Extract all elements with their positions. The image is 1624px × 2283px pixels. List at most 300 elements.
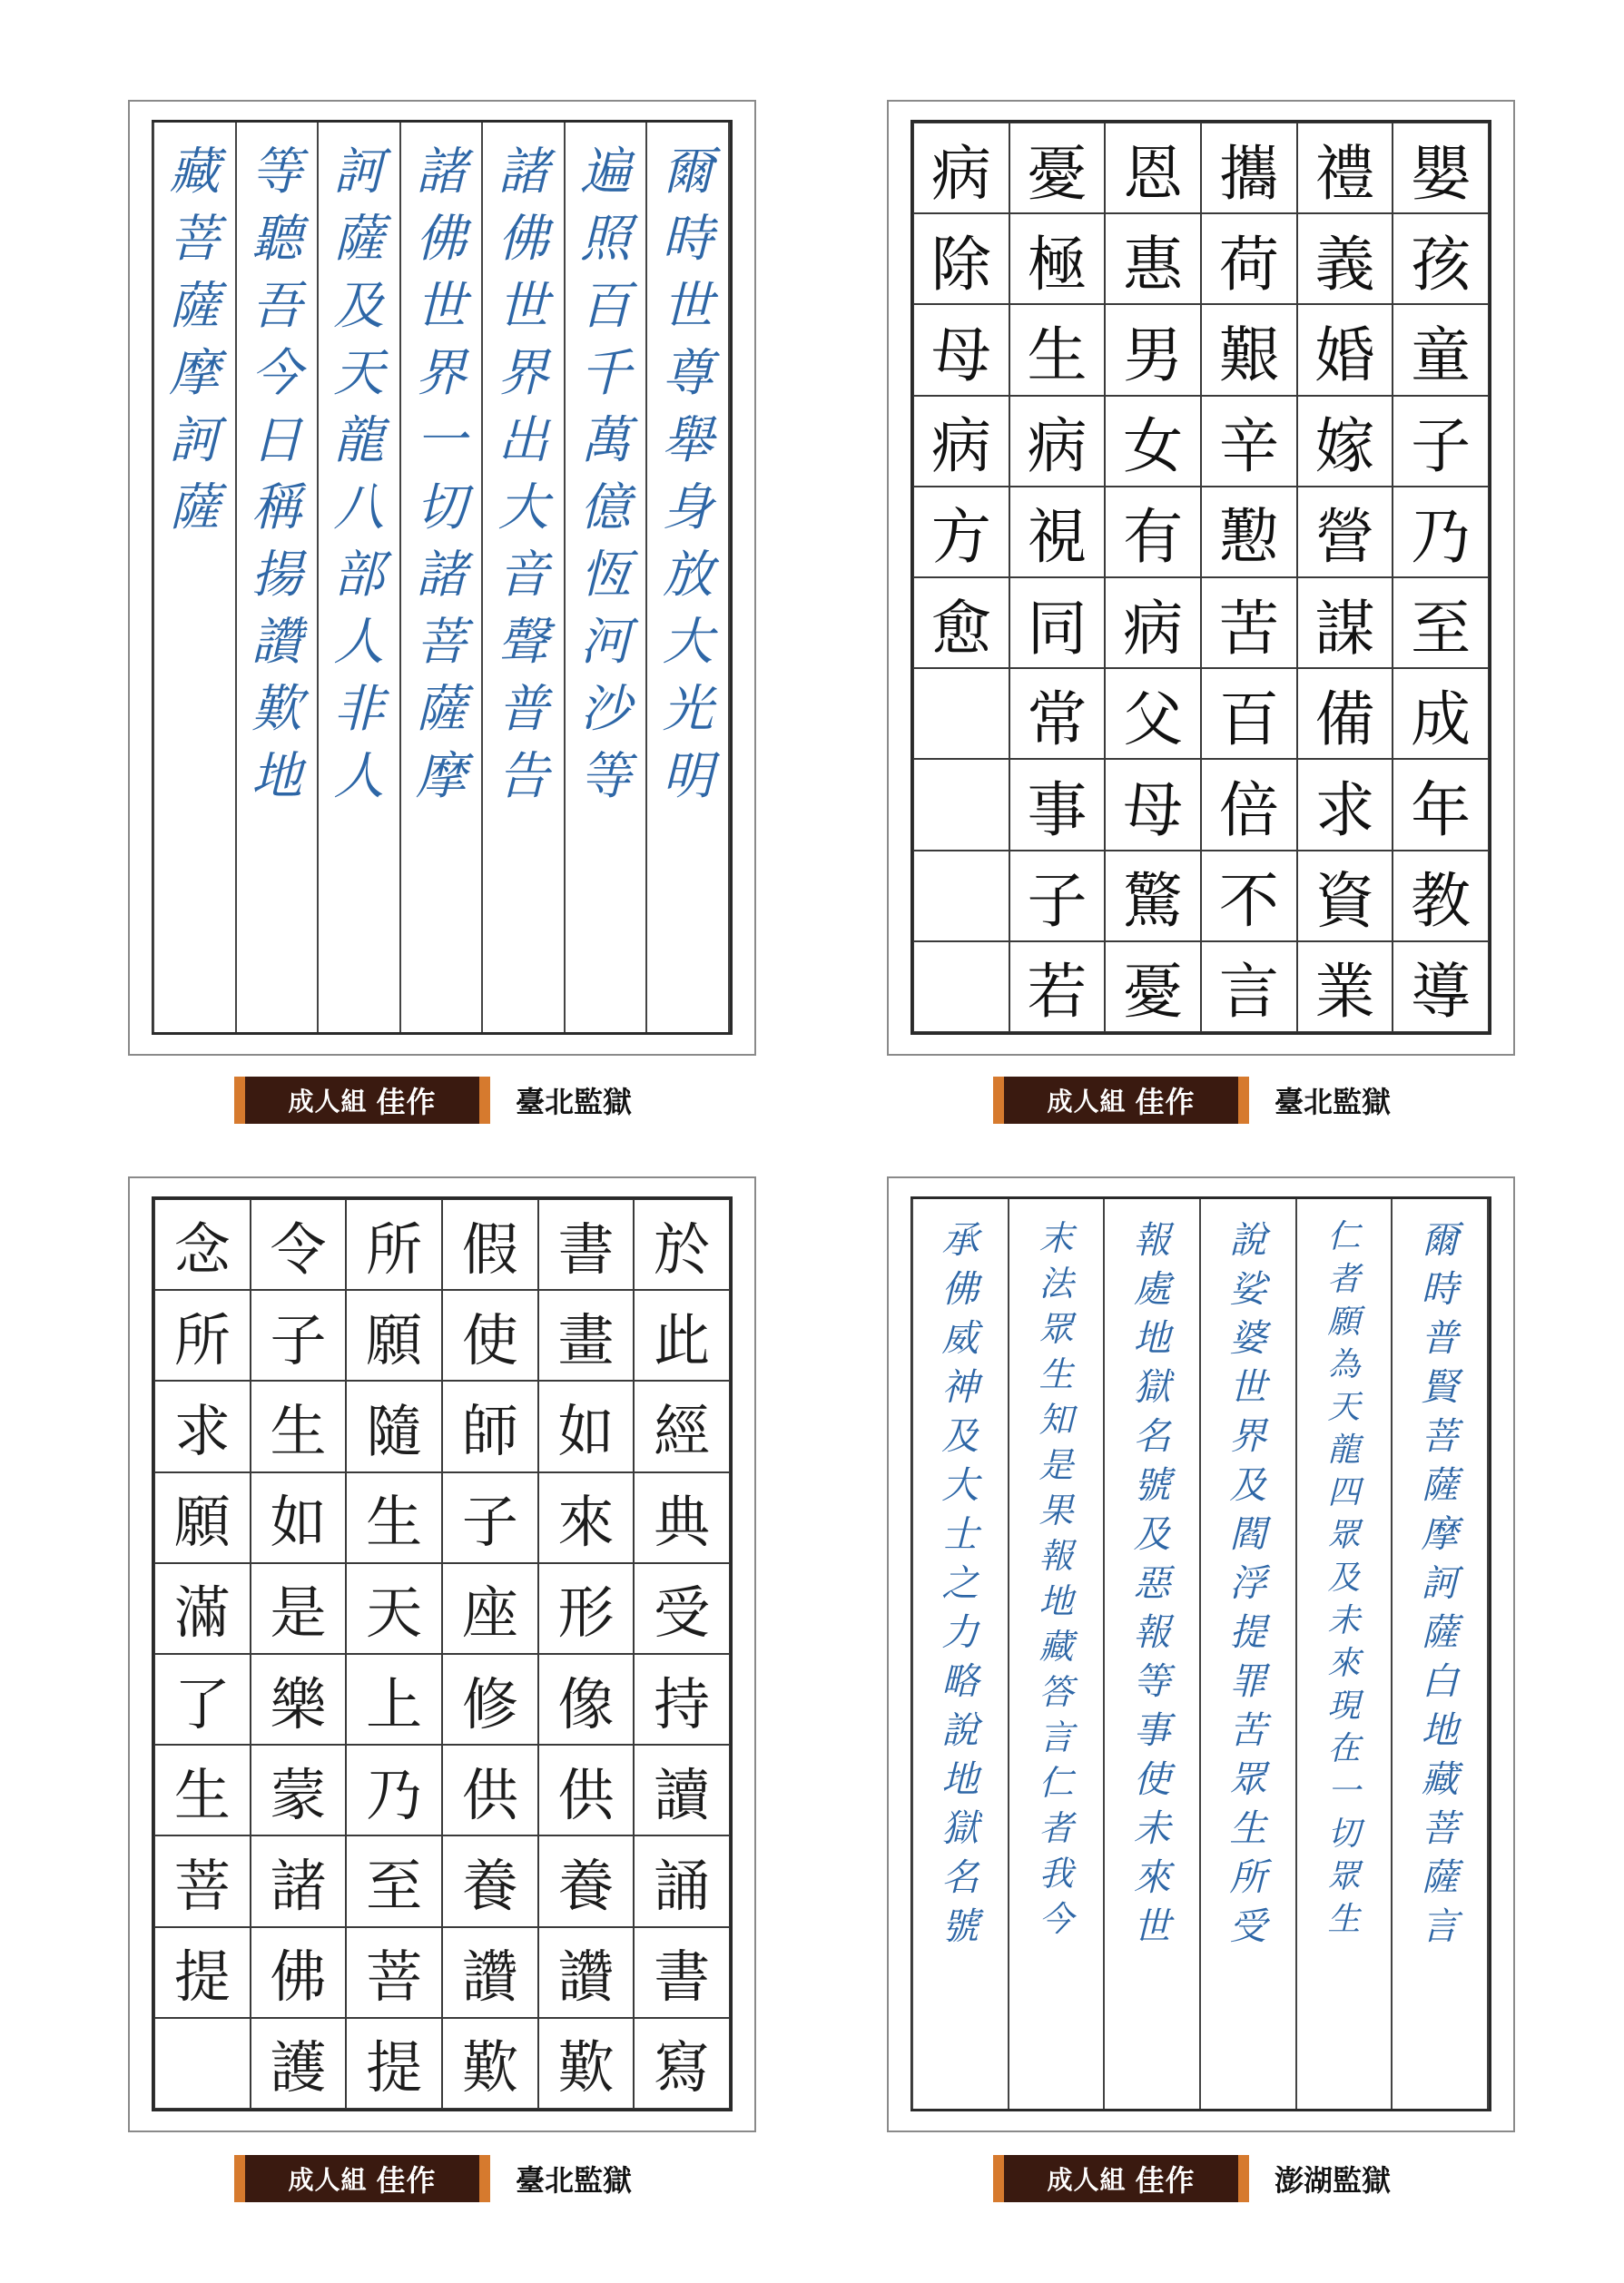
- grid-cell: 有: [1105, 487, 1201, 577]
- award-label: 佳作: [1135, 1085, 1196, 1119]
- handwritten-character: 尊: [662, 344, 714, 403]
- handwritten-character: 所: [1229, 1855, 1267, 1899]
- handwritten-character: 切: [1327, 1816, 1361, 1853]
- grid-cell: 子: [1393, 396, 1489, 487]
- handwritten-character: 等: [251, 143, 302, 202]
- handwritten-character: 大: [662, 613, 714, 672]
- handwritten-character: 世: [662, 277, 714, 336]
- handwritten-character: 大: [497, 478, 549, 537]
- handwritten-character: 號: [1133, 1463, 1171, 1507]
- handwritten-character: 今: [1038, 1899, 1074, 1939]
- grid-cell: 子: [1009, 851, 1106, 941]
- handwritten-character: 佛: [415, 210, 467, 269]
- group-label: 成人組: [288, 1087, 368, 1117]
- handwritten-character: 末: [1038, 1218, 1074, 1258]
- text-column: [645, 123, 730, 1032]
- grid-cell: 養: [442, 1835, 538, 1926]
- handwritten-character: 出: [497, 411, 549, 470]
- handwritten-character: 菩: [1421, 1806, 1459, 1850]
- group-label: 成人組: [1047, 1087, 1127, 1117]
- grid-cell: 願: [346, 1290, 442, 1381]
- handwritten-character: 藏: [169, 143, 221, 202]
- handwritten-character: 等: [580, 747, 632, 806]
- handwritten-character: 為: [1327, 1346, 1361, 1383]
- handwritten-character: 一: [415, 411, 467, 470]
- handwritten-character: 婆: [1229, 1316, 1267, 1360]
- handwritten-character: 地: [941, 1757, 979, 1801]
- handwritten-character: 人: [333, 613, 385, 672]
- grid-cell: 生: [154, 1745, 251, 1835]
- handwritten-character: 薩: [169, 277, 221, 336]
- handwritten-character: 藏: [1421, 1757, 1459, 1801]
- handwritten-character: 恆: [580, 546, 632, 605]
- handwritten-character: 報: [1038, 1536, 1074, 1576]
- grid-cell: 生: [1009, 304, 1106, 395]
- award-badge: [234, 1077, 490, 1124]
- handwritten-character: 答: [1038, 1672, 1074, 1712]
- grid-cell: 不: [1201, 851, 1297, 941]
- handwritten-character: 我: [1038, 1854, 1074, 1894]
- handwritten-character: 諸: [415, 143, 467, 202]
- handwritten-character: 龍: [1327, 1432, 1361, 1469]
- handwritten-character: 名: [1133, 1414, 1171, 1458]
- grid-cell: 師: [442, 1381, 538, 1471]
- grid-cell: [913, 759, 1009, 850]
- handwritten-character: 獄: [1133, 1365, 1171, 1409]
- handwritten-character: 地: [1133, 1316, 1171, 1360]
- handwritten-character: 薩: [415, 680, 467, 739]
- grid-cell: 母: [1105, 759, 1201, 850]
- lined-sheet: [152, 120, 733, 1035]
- handwritten-character: 四: [1327, 1474, 1361, 1511]
- handwritten-character: 來: [1133, 1855, 1171, 1899]
- grid-cell: 歎: [538, 2018, 635, 2109]
- handwritten-character: 歎: [251, 680, 302, 739]
- handwritten-character: 世: [1133, 1904, 1171, 1948]
- text-column: [399, 123, 484, 1032]
- handwritten-character: 略: [941, 1659, 979, 1703]
- grid-cell: [913, 668, 1009, 759]
- handwritten-character: 事: [1133, 1708, 1171, 1752]
- grid-cell: 憂: [1105, 941, 1201, 1032]
- handwritten-character: 大: [941, 1463, 979, 1507]
- text-column: [317, 123, 401, 1032]
- handwritten-character: 報: [1133, 1218, 1171, 1262]
- grid-cell: 誦: [634, 1835, 730, 1926]
- grid-cell: 極: [1009, 213, 1106, 304]
- handwritten-character: 音: [497, 546, 549, 605]
- handwritten-character: 訶: [1421, 1561, 1459, 1605]
- grid-cell: 天: [346, 1563, 442, 1654]
- handwritten-character: 爾: [662, 143, 714, 202]
- grid-cell: 生: [251, 1381, 347, 1471]
- grid-cell: 歎: [442, 2018, 538, 2109]
- handwritten-character: 百: [580, 277, 632, 336]
- handwritten-character: 承: [941, 1218, 979, 1262]
- handwritten-character: 娑: [1229, 1267, 1267, 1311]
- handwritten-character: 未: [1133, 1806, 1171, 1850]
- grid-cell: 生: [346, 1472, 442, 1563]
- grid-cell: 嫁: [1297, 396, 1393, 487]
- handwritten-character: 菩: [169, 210, 221, 269]
- grid-cell: 資: [1297, 851, 1393, 941]
- handwritten-character: 地: [1038, 1581, 1074, 1621]
- handwritten-character: 未: [1327, 1602, 1361, 1639]
- grid-cell: 如: [251, 1472, 347, 1563]
- grid-cell: 婚: [1297, 304, 1393, 395]
- handwritten-character: 人: [333, 747, 385, 806]
- grid-cell: 滿: [154, 1563, 251, 1654]
- grid-cell: 除: [913, 213, 1009, 304]
- grid-cell: 視: [1009, 487, 1106, 577]
- grid-cell: 修: [442, 1654, 538, 1745]
- grid-cell: 提: [346, 2018, 442, 2109]
- grid-cell: 導: [1393, 941, 1489, 1032]
- handwritten-character: 閻: [1229, 1512, 1267, 1556]
- grid-cell: 營: [1297, 487, 1393, 577]
- handwritten-character: 界: [1229, 1414, 1267, 1458]
- handwritten-character: 等: [1133, 1659, 1171, 1703]
- grid-cell: 苦: [1201, 577, 1297, 668]
- handwritten-character: 舉: [662, 411, 714, 470]
- handwritten-character: 世: [415, 277, 467, 336]
- place-label: 臺北監獄: [516, 2163, 633, 2198]
- handwritten-character: 之: [941, 1561, 979, 1605]
- grid-cell: 像: [538, 1654, 635, 1745]
- grid-cell: 乃: [346, 1745, 442, 1835]
- grid-cell: 使: [442, 1290, 538, 1381]
- handwritten-character: 天: [333, 344, 385, 403]
- handwritten-character: 讚: [251, 613, 302, 672]
- handwritten-character: 罪: [1229, 1659, 1267, 1703]
- grid-cell: 倍: [1201, 759, 1297, 850]
- grid-cell: 提: [154, 1927, 251, 2018]
- handwritten-character: 苦: [1229, 1708, 1267, 1752]
- handwritten-character: 言: [1421, 1904, 1459, 1948]
- grid-cell: 上: [346, 1654, 442, 1745]
- text-column: [1199, 1199, 1297, 2109]
- grid-cell: 書: [634, 1927, 730, 2018]
- handwritten-character: 地: [251, 747, 302, 806]
- handwritten-character: 億: [580, 478, 632, 537]
- grid-cell: 母: [913, 304, 1009, 395]
- handwritten-character: 神: [941, 1365, 979, 1409]
- handwritten-character: 摩: [169, 344, 221, 403]
- handwritten-character: 在: [1327, 1730, 1361, 1767]
- grid-cell: 備: [1297, 668, 1393, 759]
- text-column: [153, 123, 237, 1032]
- text-column: [481, 123, 566, 1032]
- handwritten-character: 諸: [497, 143, 549, 202]
- handwritten-character: 薩: [333, 210, 385, 269]
- text-column: [1103, 1199, 1201, 2109]
- text-column: [911, 1199, 1009, 2109]
- grid-cell: 童: [1393, 304, 1489, 395]
- handwritten-character: 來: [1327, 1645, 1361, 1682]
- handwritten-character: 吾: [251, 277, 302, 336]
- handwritten-character: 惡: [1133, 1561, 1171, 1605]
- handwritten-character: 界: [415, 344, 467, 403]
- grid-cell: 病: [913, 123, 1009, 213]
- handwritten-character: 賢: [1421, 1365, 1459, 1409]
- award-label: 佳作: [376, 1085, 437, 1119]
- grid-cell: 諸: [251, 1835, 347, 1926]
- handwritten-character: 今: [251, 344, 302, 403]
- grid-cell: 養: [538, 1835, 635, 1926]
- artwork-panel-4: [887, 1176, 1515, 2132]
- grid-cell: 書: [538, 1199, 635, 1290]
- handwritten-character: 天: [1327, 1389, 1361, 1426]
- text-column: [564, 123, 648, 1032]
- handwritten-character: 獄: [941, 1806, 979, 1850]
- character-grid: [152, 1196, 733, 2111]
- grid-cell: 若: [1009, 941, 1106, 1032]
- handwritten-character: 及: [941, 1414, 979, 1458]
- grid-cell: 形: [538, 1563, 635, 1654]
- text-column: [1295, 1199, 1393, 2109]
- handwritten-character: 眾: [1327, 1858, 1361, 1895]
- handwritten-character: 言: [1038, 1717, 1074, 1757]
- grid-cell: 令: [251, 1199, 347, 1290]
- handwritten-character: 受: [1229, 1904, 1267, 1948]
- grid-cell: 持: [634, 1654, 730, 1745]
- handwritten-character: 薩: [1421, 1610, 1459, 1654]
- handwritten-character: 眾: [1038, 1309, 1074, 1349]
- grid-cell: 嬰: [1393, 123, 1489, 213]
- handwritten-character: 報: [1133, 1610, 1171, 1654]
- handwritten-character: 一: [1327, 1773, 1361, 1810]
- handwritten-character: 界: [497, 344, 549, 403]
- grid-cell: 子: [251, 1290, 347, 1381]
- handwritten-character: 身: [662, 478, 714, 537]
- grid-cell: 供: [442, 1745, 538, 1835]
- grid-cell: 謀: [1297, 577, 1393, 668]
- handwritten-character: 眾: [1327, 1517, 1361, 1554]
- grid-cell: 孩: [1393, 213, 1489, 304]
- grid-cell: 子: [442, 1472, 538, 1563]
- grid-cell: 驚: [1105, 851, 1201, 941]
- grid-cell: 受: [634, 1563, 730, 1654]
- grid-cell: 病: [913, 396, 1009, 487]
- grid-cell: 了: [154, 1654, 251, 1745]
- handwritten-character: 非: [333, 680, 385, 739]
- handwritten-character: 者: [1327, 1261, 1361, 1298]
- handwritten-character: 萬: [580, 411, 632, 470]
- lined-sheet: [910, 1196, 1491, 2111]
- handwritten-character: 時: [662, 210, 714, 269]
- grid-cell: [913, 851, 1009, 941]
- award-badge: [993, 2155, 1249, 2202]
- handwritten-character: 沙: [580, 680, 632, 739]
- award-badge: [234, 2155, 490, 2202]
- grid-cell: 攜: [1201, 123, 1297, 213]
- handwritten-character: 浮: [1229, 1561, 1267, 1605]
- grid-cell: 事: [1009, 759, 1106, 850]
- grid-cell: 典: [634, 1472, 730, 1563]
- caption-1: [234, 1077, 632, 1124]
- handwritten-character: 願: [1327, 1304, 1361, 1341]
- handwritten-character: 使: [1133, 1757, 1171, 1801]
- grid-cell: 供: [538, 1745, 635, 1835]
- grid-cell: 恩: [1105, 123, 1201, 213]
- grid-cell: 隨: [346, 1381, 442, 1471]
- grid-cell: 願: [154, 1472, 251, 1563]
- award-badge: [993, 1077, 1249, 1124]
- grid-cell: [154, 2018, 251, 2109]
- award-label: 佳作: [376, 2163, 437, 2198]
- grid-cell: 憂: [1009, 123, 1106, 213]
- grid-cell: 女: [1105, 396, 1201, 487]
- grid-cell: 辛: [1201, 396, 1297, 487]
- handwritten-character: 士: [941, 1512, 979, 1556]
- grid-cell: 教: [1393, 851, 1489, 941]
- handwritten-character: 及: [1229, 1463, 1267, 1507]
- handwritten-character: 及: [1327, 1560, 1361, 1597]
- grid-cell: 座: [442, 1563, 538, 1654]
- handwritten-character: 揚: [251, 546, 302, 605]
- handwritten-character: 部: [333, 546, 385, 605]
- grid-cell: 所: [154, 1290, 251, 1381]
- grid-cell: 來: [538, 1472, 635, 1563]
- text-column: [1391, 1199, 1489, 2109]
- handwritten-character: 切: [415, 478, 467, 537]
- handwritten-character: 諸: [415, 546, 467, 605]
- handwritten-character: 爾: [1421, 1218, 1459, 1262]
- handwritten-character: 龍: [333, 411, 385, 470]
- handwritten-character: 知: [1038, 1400, 1074, 1440]
- handwritten-character: 世: [1229, 1365, 1267, 1409]
- handwritten-character: 力: [941, 1610, 979, 1654]
- handwritten-character: 聽: [251, 210, 302, 269]
- handwritten-character: 藏: [1038, 1627, 1074, 1667]
- handwritten-character: 果: [1038, 1491, 1074, 1530]
- handwritten-character: 處: [1133, 1267, 1171, 1311]
- handwritten-character: 河: [580, 613, 632, 672]
- handwritten-character: 生: [1229, 1806, 1267, 1850]
- handwritten-character: 仁: [1327, 1218, 1361, 1255]
- handwritten-character: 照: [580, 210, 632, 269]
- text-column: [235, 123, 320, 1032]
- handwritten-character: 生: [1038, 1354, 1074, 1394]
- grid-cell: 義: [1297, 213, 1393, 304]
- handwritten-character: 威: [941, 1316, 979, 1360]
- grid-cell: 艱: [1201, 304, 1297, 395]
- handwritten-character: 仁: [1038, 1763, 1074, 1803]
- grid-cell: 求: [1297, 759, 1393, 850]
- handwritten-character: 普: [1421, 1316, 1459, 1360]
- grid-cell: 言: [1201, 941, 1297, 1032]
- grid-cell: 如: [538, 1381, 635, 1471]
- place-label: 臺北監獄: [1275, 1085, 1392, 1119]
- grid-cell: 菩: [346, 1927, 442, 2018]
- handwritten-character: 是: [1038, 1445, 1074, 1485]
- grid-cell: 蒙: [251, 1745, 347, 1835]
- grid-cell: 經: [634, 1381, 730, 1471]
- handwritten-character: 訶: [169, 411, 221, 470]
- grid-cell: 於: [634, 1199, 730, 1290]
- group-label: 成人組: [1047, 2165, 1127, 2195]
- grid-cell: 愈: [913, 577, 1009, 668]
- grid-cell: 畫: [538, 1290, 635, 1381]
- grid-cell: 護: [251, 2018, 347, 2109]
- text-column: [1008, 1199, 1106, 2109]
- caption-3: [234, 2155, 632, 2202]
- grid-cell: [913, 941, 1009, 1032]
- handwritten-character: 告: [497, 747, 549, 806]
- handwritten-character: 千: [580, 344, 632, 403]
- handwritten-character: 世: [497, 277, 549, 336]
- group-label: 成人組: [288, 2165, 368, 2195]
- handwritten-character: 薩: [169, 478, 221, 537]
- handwritten-character: 明: [662, 747, 714, 806]
- handwritten-character: 佛: [941, 1267, 979, 1311]
- grid-cell: 寫: [634, 2018, 730, 2109]
- handwritten-character: 日: [251, 411, 302, 470]
- grid-cell: 至: [346, 1835, 442, 1926]
- grid-cell: 業: [1297, 941, 1393, 1032]
- grid-cell: 讚: [442, 1927, 538, 2018]
- grid-cell: 念: [154, 1199, 251, 1290]
- grid-cell: 菩: [154, 1835, 251, 1926]
- artwork-panel-1: [128, 100, 756, 1056]
- grid-cell: 父: [1105, 668, 1201, 759]
- handwritten-character: 法: [1038, 1264, 1074, 1304]
- grid-cell: 荷: [1201, 213, 1297, 304]
- handwritten-character: 薩: [1421, 1463, 1459, 1507]
- grid-cell: 樂: [251, 1654, 347, 1745]
- handwritten-character: 及: [333, 277, 385, 336]
- grid-cell: 年: [1393, 759, 1489, 850]
- grid-cell: 乃: [1393, 487, 1489, 577]
- handwritten-character: 時: [1421, 1267, 1459, 1311]
- award-label: 佳作: [1135, 2163, 1196, 2198]
- place-label: 臺北監獄: [516, 1085, 633, 1119]
- grid-cell: 常: [1009, 668, 1106, 759]
- handwritten-character: 地: [1421, 1708, 1459, 1752]
- grid-cell: 惠: [1105, 213, 1201, 304]
- handwritten-character: 聲: [497, 613, 549, 672]
- artwork-panel-3: [128, 1176, 756, 2132]
- grid-cell: 是: [251, 1563, 347, 1654]
- handwritten-character: 摩: [415, 747, 467, 806]
- handwritten-character: 稱: [251, 478, 302, 537]
- grid-cell: 讀: [634, 1745, 730, 1835]
- grid-cell: 成: [1393, 668, 1489, 759]
- grid-cell: 同: [1009, 577, 1106, 668]
- handwritten-character: 摩: [1421, 1512, 1459, 1556]
- grid-cell: 讚: [538, 1927, 635, 2018]
- handwritten-character: 光: [662, 680, 714, 739]
- handwritten-character: 說: [941, 1708, 979, 1752]
- handwritten-character: 名: [941, 1855, 979, 1899]
- handwritten-character: 菩: [415, 613, 467, 672]
- handwritten-character: 及: [1133, 1512, 1171, 1556]
- grid-cell: 病: [1105, 577, 1201, 668]
- handwritten-character: 提: [1229, 1610, 1267, 1654]
- grid-cell: 至: [1393, 577, 1489, 668]
- handwritten-character: 號: [941, 1904, 979, 1948]
- handwritten-character: 訶: [333, 143, 385, 202]
- handwritten-character: 生: [1327, 1901, 1361, 1938]
- place-label: 澎湖監獄: [1275, 2163, 1392, 2198]
- caption-2: [993, 1077, 1391, 1124]
- handwritten-character: 放: [662, 546, 714, 605]
- grid-cell: 假: [442, 1199, 538, 1290]
- handwritten-character: 普: [497, 680, 549, 739]
- grid-cell: 此: [634, 1290, 730, 1381]
- grid-cell: 方: [913, 487, 1009, 577]
- handwritten-character: 菩: [1421, 1414, 1459, 1458]
